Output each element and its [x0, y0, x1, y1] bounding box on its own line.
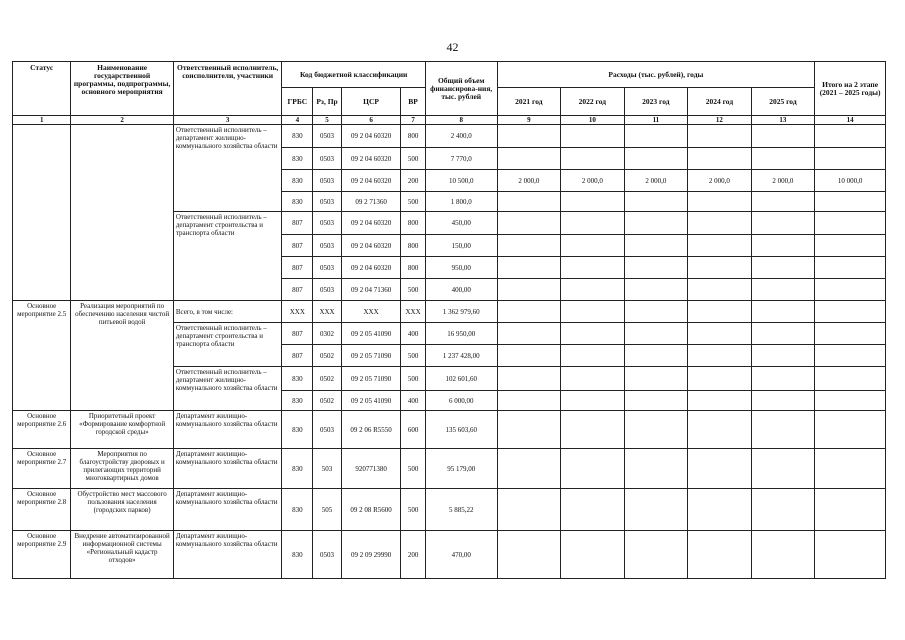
grbs-cell: 830	[282, 411, 313, 449]
y2022-cell	[561, 235, 625, 257]
responsible-cell: Ответственный исполнитель – департамент жилищно-коммунального хозяйства области	[173, 125, 282, 212]
y2022-cell	[561, 125, 625, 148]
csr-cell: 09 2 05 41090	[341, 323, 400, 345]
y2023-cell	[624, 489, 688, 531]
y2021-cell	[497, 279, 561, 301]
y2024-cell	[688, 148, 752, 170]
header-2025: 2025 год	[751, 88, 815, 116]
rzpr-cell: 0503	[313, 257, 342, 279]
col-number: 1	[13, 116, 71, 125]
vr-cell: 500	[401, 345, 426, 367]
y2025-cell	[751, 235, 815, 257]
grbs-cell: 807	[282, 345, 313, 367]
y2021-cell	[497, 391, 561, 411]
rzpr-cell: 0503	[313, 279, 342, 301]
status-cell: Основное мероприятие 2.7	[13, 449, 71, 489]
y2023-cell	[624, 212, 688, 235]
csr-cell: 09 2 06 R5550	[341, 411, 400, 449]
y2025-cell	[751, 367, 815, 391]
total-cell: 16 950,00	[425, 323, 497, 345]
col-number: 9	[497, 116, 561, 125]
name-cell: Обустройство мест массового пользования населения (городских парков)	[71, 489, 173, 531]
y2021-cell: 2 000,0	[497, 170, 561, 192]
header-2023: 2023 год	[624, 88, 688, 116]
header-2021: 2021 год	[497, 88, 561, 116]
total-cell: 1 237 428,00	[425, 345, 497, 367]
name-cell: Внедрение автоматизированной информационной системы «Региональный кадастр отходов»	[71, 531, 173, 579]
header-status: Статус	[13, 62, 71, 116]
y2025-cell	[751, 192, 815, 212]
y2023-cell	[624, 323, 688, 345]
itogo-cell	[815, 489, 886, 531]
itogo-cell	[815, 192, 886, 212]
csr-cell: 09 2 05 71090	[341, 367, 400, 391]
csr-cell: 09 2 04 60320	[341, 125, 400, 148]
y2024-cell	[688, 391, 752, 411]
itogo-cell	[815, 212, 886, 235]
status-cell: Основное мероприятие 2.9	[13, 531, 71, 579]
itogo-cell	[815, 367, 886, 391]
vr-cell: 500	[401, 192, 426, 212]
total-cell: 450,00	[425, 212, 497, 235]
status-cell: Основное мероприятие 2.6	[13, 411, 71, 449]
status-cell: Основное мероприятие 2.8	[13, 489, 71, 531]
total-cell: 135 603,60	[425, 411, 497, 449]
y2021-cell	[497, 345, 561, 367]
y2021-cell	[497, 367, 561, 391]
col-number: 7	[401, 116, 426, 125]
csr-cell: ХХХ	[341, 301, 400, 323]
rzpr-cell: 0503	[313, 148, 342, 170]
total-cell: 95 179,00	[425, 449, 497, 489]
rzpr-cell: 0502	[313, 391, 342, 411]
y2024-cell	[688, 192, 752, 212]
y2022-cell	[561, 367, 625, 391]
itogo-cell	[815, 345, 886, 367]
y2024-cell	[688, 257, 752, 279]
grbs-cell: ХХХ	[282, 301, 313, 323]
y2025-cell	[751, 148, 815, 170]
csr-cell: 09 2 71360	[341, 192, 400, 212]
y2024-cell	[688, 212, 752, 235]
y2021-cell	[497, 148, 561, 170]
rzpr-cell: 0503	[313, 125, 342, 148]
y2023-cell	[624, 531, 688, 579]
y2024-cell	[688, 531, 752, 579]
col-number: 13	[751, 116, 815, 125]
total-cell: 5 885,22	[425, 489, 497, 531]
csr-cell: 09 2 04 60320	[341, 212, 400, 235]
rzpr-cell: 0503	[313, 170, 342, 192]
y2025-cell	[751, 279, 815, 301]
y2025-cell	[751, 489, 815, 531]
y2021-cell	[497, 449, 561, 489]
total-cell: 10 500,0	[425, 170, 497, 192]
header-csr: ЦСР	[341, 88, 400, 116]
rzpr-cell: ХХХ	[313, 301, 342, 323]
header-2022: 2022 год	[561, 88, 625, 116]
header-rzpr: Рз, Пр	[313, 88, 342, 116]
csr-cell: 09 2 09 29990	[341, 531, 400, 579]
responsible-cell: Департамент жилищно-коммунального хозяйства области	[173, 531, 282, 579]
y2023-cell	[624, 125, 688, 148]
vr-cell: 200	[401, 170, 426, 192]
budget-table	[12, 61, 886, 579]
col-number: 11	[624, 116, 688, 125]
y2021-cell	[497, 531, 561, 579]
col-number: 5	[313, 116, 342, 125]
col-number: 10	[561, 116, 625, 125]
y2023-cell: 2 000,0	[624, 170, 688, 192]
table-row	[13, 125, 886, 148]
csr-cell: 09 2 04 71360	[341, 279, 400, 301]
y2021-cell	[497, 301, 561, 323]
col-number: 14	[815, 116, 886, 125]
total-cell: 102 601,60	[425, 367, 497, 391]
y2025-cell: 2 000,0	[751, 170, 815, 192]
itogo-cell: 10 000,0	[815, 170, 886, 192]
vr-cell: 500	[401, 279, 426, 301]
itogo-cell	[815, 257, 886, 279]
y2021-cell	[497, 235, 561, 257]
y2023-cell	[624, 345, 688, 367]
y2021-cell	[497, 192, 561, 212]
vr-cell: 400	[401, 391, 426, 411]
y2025-cell	[751, 391, 815, 411]
grbs-cell: 830	[282, 367, 313, 391]
y2022-cell	[561, 449, 625, 489]
y2025-cell	[751, 323, 815, 345]
header-grbs: ГРБС	[282, 88, 313, 116]
y2023-cell	[624, 391, 688, 411]
y2023-cell	[624, 279, 688, 301]
itogo-cell	[815, 301, 886, 323]
rzpr-cell: 0302	[313, 323, 342, 345]
rzpr-cell: 0502	[313, 345, 342, 367]
y2024-cell	[688, 301, 752, 323]
header-responsible: Ответственный исполнитель, соисполнители, участники	[173, 62, 282, 116]
grbs-cell: 807	[282, 235, 313, 257]
csr-cell: 09 2 04 60320	[341, 257, 400, 279]
table-row	[13, 531, 886, 579]
table-row	[13, 411, 886, 449]
table-row	[13, 449, 886, 489]
y2024-cell	[688, 235, 752, 257]
csr-cell: 09 2 08 R5600	[341, 489, 400, 531]
vr-cell: 800	[401, 235, 426, 257]
responsible-cell: Ответственный исполнитель – департамент строительства и транспорта области	[173, 323, 282, 367]
vr-cell: ХХХ	[401, 301, 426, 323]
itogo-cell	[815, 449, 886, 489]
grbs-cell: 830	[282, 125, 313, 148]
vr-cell: 500	[401, 489, 426, 531]
rzpr-cell: 0503	[313, 411, 342, 449]
total-cell: 400,00	[425, 279, 497, 301]
y2024-cell	[688, 323, 752, 345]
y2021-cell	[497, 125, 561, 148]
y2021-cell	[497, 489, 561, 531]
grbs-cell: 807	[282, 279, 313, 301]
header-itogo: Итого на 2 этапе (2021 – 2025 годы)	[815, 62, 886, 116]
y2022-cell: 2 000,0	[561, 170, 625, 192]
grbs-cell: 830	[282, 449, 313, 489]
itogo-cell	[815, 235, 886, 257]
csr-cell: 09 2 05 41090	[341, 391, 400, 411]
y2021-cell	[497, 212, 561, 235]
name-cell: Приоритетный проект «Формирование комфортной городской среды»	[71, 411, 173, 449]
header-budget-code: Код бюджетной классификации	[282, 62, 425, 88]
vr-cell: 800	[401, 257, 426, 279]
col-number: 4	[282, 116, 313, 125]
name-cell: Мероприятия по благоустройству дворовых и прилегающих территорий многоквартирных домов	[71, 449, 173, 489]
total-cell: 950,00	[425, 257, 497, 279]
responsible-cell: Ответственный исполнитель – департамент жилищно-коммунального хозяйства области	[173, 367, 282, 411]
responsible-cell: Ответственный исполнитель – департамент строительства и транспорта области	[173, 212, 282, 301]
rzpr-cell: 505	[313, 489, 342, 531]
responsible-cell: Департамент жилищно-коммунального хозяйства области	[173, 449, 282, 489]
col-number: 2	[71, 116, 173, 125]
header-expenses: Расходы (тыс. рублей), годы	[497, 62, 815, 88]
total-cell: 1 800,0	[425, 192, 497, 212]
itogo-cell	[815, 411, 886, 449]
vr-cell: 200	[401, 531, 426, 579]
total-cell: 1 362 979,60	[425, 301, 497, 323]
vr-cell: 500	[401, 367, 426, 391]
itogo-cell	[815, 279, 886, 301]
responsible-cell: Департамент жилищно-коммунального хозяйства области	[173, 411, 282, 449]
y2022-cell	[561, 531, 625, 579]
vr-cell: 500	[401, 148, 426, 170]
csr-cell: 09 2 04 60320	[341, 235, 400, 257]
responsible-cell: Всего, в том числе:	[173, 301, 282, 323]
y2024-cell	[688, 367, 752, 391]
y2022-cell	[561, 301, 625, 323]
y2021-cell	[497, 323, 561, 345]
header-2024: 2024 год	[688, 88, 752, 116]
csr-cell: 920771380	[341, 449, 400, 489]
status-cell	[13, 125, 71, 301]
total-cell: 2 400,0	[425, 125, 497, 148]
y2022-cell	[561, 212, 625, 235]
grbs-cell: 830	[282, 391, 313, 411]
responsible-cell: Департамент жилищно-коммунального хозяйства области	[173, 489, 282, 531]
y2025-cell	[751, 411, 815, 449]
rzpr-cell: 503	[313, 449, 342, 489]
y2024-cell	[688, 411, 752, 449]
col-number: 8	[425, 116, 497, 125]
y2022-cell	[561, 148, 625, 170]
y2023-cell	[624, 148, 688, 170]
itogo-cell	[815, 323, 886, 345]
y2023-cell	[624, 367, 688, 391]
header-name: Наименование государственной программы, подпрограммы, основного мероприятия	[71, 62, 173, 116]
y2023-cell	[624, 301, 688, 323]
total-cell: 7 770,0	[425, 148, 497, 170]
itogo-cell	[815, 391, 886, 411]
col-number: 6	[341, 116, 400, 125]
table-row	[13, 301, 886, 323]
y2025-cell	[751, 449, 815, 489]
grbs-cell: 830	[282, 170, 313, 192]
y2025-cell	[751, 531, 815, 579]
header-total-financing: Общий объем финансирова-ния, тыс. рублей	[425, 62, 497, 116]
y2025-cell	[751, 301, 815, 323]
col-number: 3	[173, 116, 282, 125]
y2023-cell	[624, 257, 688, 279]
table-row	[13, 489, 886, 531]
grbs-cell: 830	[282, 148, 313, 170]
y2023-cell	[624, 411, 688, 449]
y2025-cell	[751, 257, 815, 279]
total-cell: 150,00	[425, 235, 497, 257]
rzpr-cell: 0503	[313, 192, 342, 212]
column-number-row	[13, 116, 886, 125]
status-cell: Основное мероприятие 2.5	[13, 301, 71, 411]
y2022-cell	[561, 345, 625, 367]
y2024-cell	[688, 345, 752, 367]
rzpr-cell: 0503	[313, 235, 342, 257]
y2022-cell	[561, 257, 625, 279]
vr-cell: 800	[401, 125, 426, 148]
vr-cell: 400	[401, 323, 426, 345]
y2021-cell	[497, 411, 561, 449]
grbs-cell: 830	[282, 192, 313, 212]
grbs-cell: 830	[282, 531, 313, 579]
y2023-cell	[624, 235, 688, 257]
y2025-cell	[751, 125, 815, 148]
rzpr-cell: 0503	[313, 531, 342, 579]
col-number: 12	[688, 116, 752, 125]
y2024-cell	[688, 489, 752, 531]
grbs-cell: 807	[282, 323, 313, 345]
csr-cell: 09 2 04 60320	[341, 170, 400, 192]
name-cell	[71, 125, 173, 301]
y2022-cell	[561, 192, 625, 212]
rzpr-cell: 0502	[313, 367, 342, 391]
itogo-cell	[815, 125, 886, 148]
name-cell: Реализация мероприятий по обеспечению населения чистой питьевой водой	[71, 301, 173, 411]
y2022-cell	[561, 323, 625, 345]
page-number: 42	[446, 40, 459, 54]
vr-cell: 600	[401, 411, 426, 449]
y2022-cell	[561, 411, 625, 449]
grbs-cell: 830	[282, 489, 313, 531]
header-vr: ВР	[401, 88, 426, 116]
itogo-cell	[815, 531, 886, 579]
vr-cell: 500	[401, 449, 426, 489]
rzpr-cell: 0503	[313, 212, 342, 235]
y2021-cell	[497, 257, 561, 279]
y2024-cell	[688, 449, 752, 489]
y2025-cell	[751, 212, 815, 235]
y2025-cell	[751, 345, 815, 367]
total-cell: 470,00	[425, 531, 497, 579]
y2022-cell	[561, 279, 625, 301]
y2023-cell	[624, 449, 688, 489]
y2024-cell	[688, 279, 752, 301]
csr-cell: 09 2 05 71090	[341, 345, 400, 367]
vr-cell: 800	[401, 212, 426, 235]
itogo-cell	[815, 148, 886, 170]
y2022-cell	[561, 489, 625, 531]
total-cell: 6 000,00	[425, 391, 497, 411]
y2022-cell	[561, 391, 625, 411]
csr-cell: 09 2 04 60320	[341, 148, 400, 170]
grbs-cell: 807	[282, 257, 313, 279]
y2024-cell	[688, 125, 752, 148]
y2023-cell	[624, 192, 688, 212]
grbs-cell: 807	[282, 212, 313, 235]
y2024-cell: 2 000,0	[688, 170, 752, 192]
